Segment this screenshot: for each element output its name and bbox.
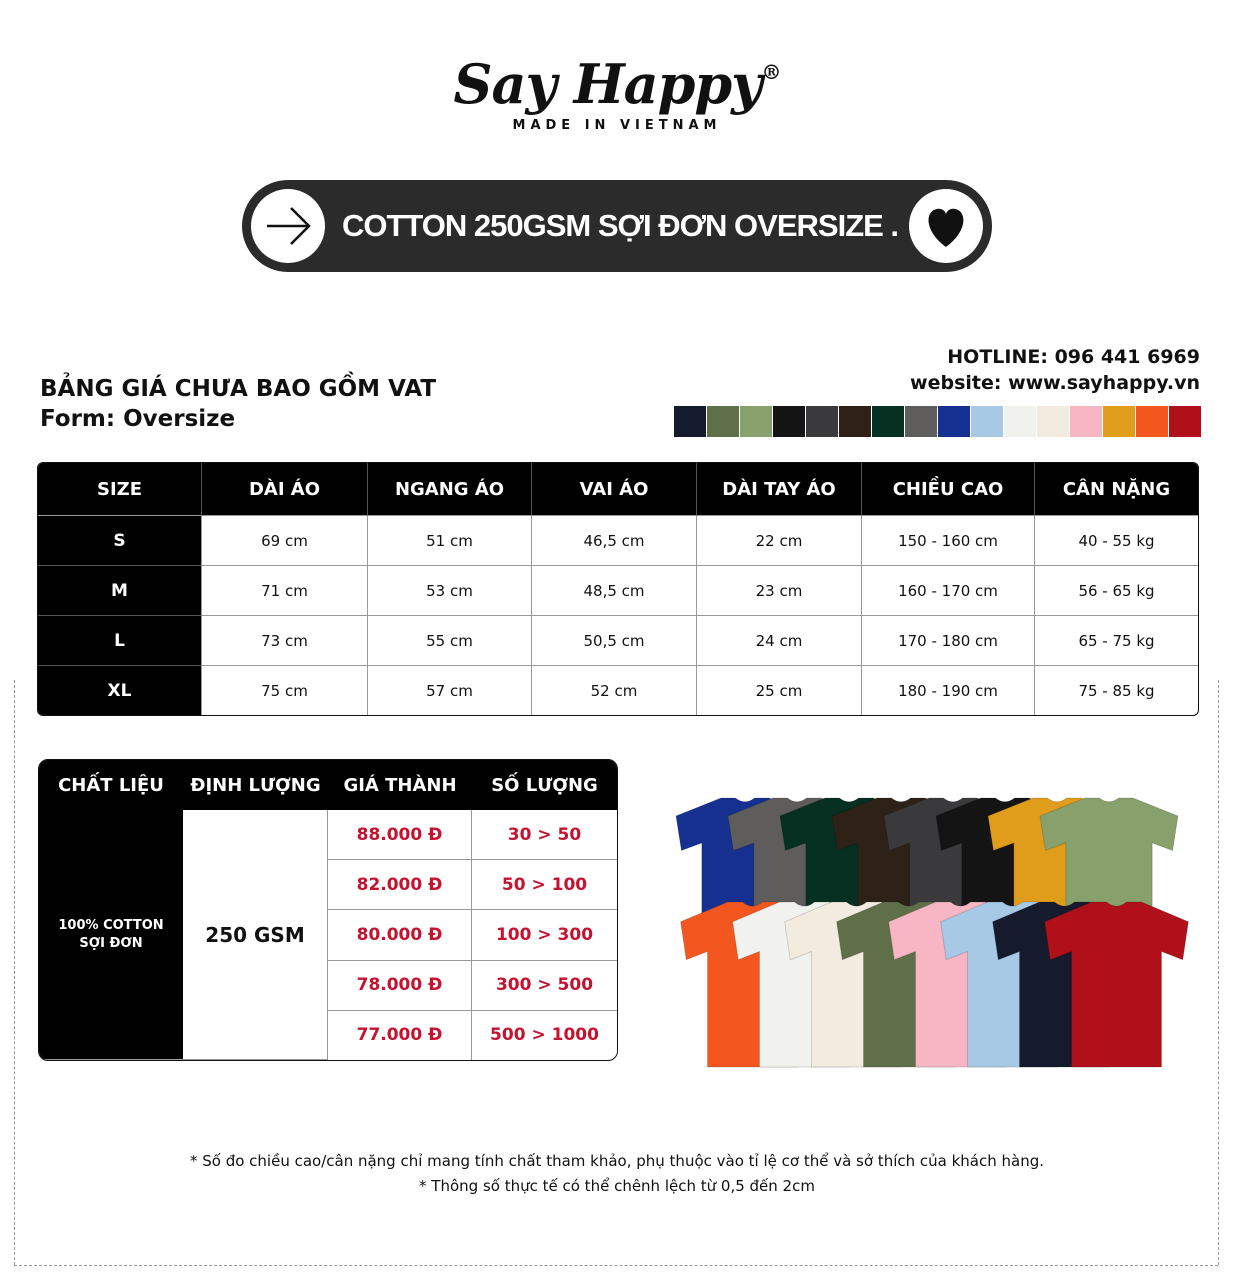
price-table: [38, 759, 618, 1061]
table-cell: 51 cm: [368, 516, 532, 566]
color-swatch: [1037, 406, 1069, 437]
header-size: SIZE: [38, 463, 202, 516]
note-measurement: * Số đo chiều cao/cân nặng chỉ mang tính chất tham khảo, phụ thuộc vào tỉ lệ cơ thể và sở thích của khách hàng.: [189, 1152, 1045, 1170]
quantity-cell: 300 > 500: [472, 961, 617, 1011]
header-shoulder: VAI ÁO: [532, 463, 697, 516]
header-price: GIÁ THÀNH: [328, 760, 472, 810]
color-swatch: [674, 406, 706, 437]
product-banner: [242, 180, 992, 272]
price-cell: 77.000 Đ: [328, 1011, 472, 1060]
color-swatch: [740, 406, 772, 437]
color-swatches: [674, 406, 1202, 437]
size-label: L: [38, 616, 202, 666]
header-width: NGANG ÁO: [368, 463, 532, 516]
material-line-2: SỢI ĐƠN: [79, 935, 143, 951]
header-height: CHIỀU CAO: [862, 463, 1035, 516]
table-cell: 22 cm: [697, 516, 862, 566]
table-cell: 57 cm: [368, 666, 532, 715]
table-cell: 69 cm: [202, 516, 368, 566]
header-weight: CÂN NẶNG: [1035, 463, 1198, 516]
price-cell: 88.000 Đ: [328, 810, 472, 860]
banner-title: COTTON 250GSM SỢI ĐƠN OVERSIZE .: [342, 208, 899, 243]
table-cell: 46,5 cm: [532, 516, 697, 566]
size-table: [37, 462, 1199, 716]
website-link[interactable]: website: www.sayhappy.vn: [910, 372, 1200, 394]
size-table-header: [38, 463, 1198, 516]
table-cell: 180 - 190 cm: [862, 666, 1035, 715]
heart-icon: [909, 189, 983, 263]
table-row: [38, 666, 1198, 715]
table-cell: 150 - 160 cm: [862, 516, 1035, 566]
table-row: [38, 516, 1198, 566]
frame-bottom-border: [14, 1265, 1218, 1266]
color-swatch: [1004, 406, 1036, 437]
color-swatch: [872, 406, 904, 437]
color-swatch: [971, 406, 1003, 437]
table-cell: 40 - 55 kg: [1035, 516, 1198, 566]
size-label: S: [38, 516, 202, 566]
header-length: DÀI ÁO: [202, 463, 368, 516]
form-label: Form: Oversize: [40, 406, 236, 432]
tshirt-colors-illustration: [655, 790, 1195, 1080]
size-label: XL: [38, 666, 202, 715]
color-swatch: [773, 406, 805, 437]
price-cell: 80.000 Đ: [328, 910, 472, 960]
price-cell: 82.000 Đ: [328, 860, 472, 910]
table-cell: 56 - 65 kg: [1035, 566, 1198, 616]
color-swatch: [1103, 406, 1135, 437]
table-cell: 160 - 170 cm: [862, 566, 1035, 616]
table-cell: 48,5 cm: [532, 566, 697, 616]
color-swatch: [905, 406, 937, 437]
header-gsm: ĐỊNH LƯỢNG: [183, 760, 328, 810]
quantity-cell: 50 > 100: [472, 860, 617, 910]
price-table-header: [39, 760, 617, 810]
brand-tagline: MADE IN VIETNAM: [512, 118, 722, 133]
table-cell: 25 cm: [697, 666, 862, 715]
table-cell: 53 cm: [368, 566, 532, 616]
table-cell: 65 - 75 kg: [1035, 616, 1198, 666]
table-row: [39, 810, 617, 860]
table-cell: 170 - 180 cm: [862, 616, 1035, 666]
color-swatch: [707, 406, 739, 437]
hotline: HOTLINE: 096 441 6969: [947, 346, 1200, 368]
color-swatch: [1070, 406, 1102, 437]
table-row: [38, 616, 1198, 666]
quantity-cell: 100 > 300: [472, 910, 617, 960]
table-cell: 71 cm: [202, 566, 368, 616]
color-swatch: [938, 406, 970, 437]
price-cell: 78.000 Đ: [328, 961, 472, 1011]
brand-name: Say Happy®: [453, 52, 781, 116]
weight-cell: 250 GSM: [183, 810, 328, 1060]
color-swatch: [1136, 406, 1168, 437]
header-material: CHẤT LIỆU: [39, 760, 183, 810]
arrow-right-icon: [251, 189, 325, 263]
table-cell: 73 cm: [202, 616, 368, 666]
material-line-1: 100% COTTON: [58, 917, 164, 933]
table-cell: 50,5 cm: [532, 616, 697, 666]
color-swatch: [1169, 406, 1201, 437]
price-table-title: BẢNG GIÁ CHƯA BAO GỒM VAT: [40, 376, 437, 402]
color-swatch: [806, 406, 838, 437]
brand-logo: [0, 52, 1234, 133]
table-row: [38, 566, 1198, 616]
table-cell: 75 - 85 kg: [1078, 681, 1155, 700]
material-cell: [39, 810, 183, 1060]
quantity-cell: 30 > 50: [472, 810, 617, 860]
table-cell: 24 cm: [697, 616, 862, 666]
table-cell: 55 cm: [368, 616, 532, 666]
note-tolerance: * Thông số thực tế có thể chênh lệch từ 0,5 đến 2cm: [419, 1177, 815, 1195]
table-cell: 75 cm: [202, 666, 368, 715]
table-cell: 52 cm: [532, 666, 697, 715]
quantity-cell: 500 > 1000: [490, 1025, 599, 1046]
size-label: M: [38, 566, 202, 616]
header-quantity: SỐ LƯỢNG: [472, 760, 617, 810]
header-sleeve: DÀI TAY ÁO: [697, 463, 862, 516]
color-swatch: [839, 406, 871, 437]
table-cell: 23 cm: [697, 566, 862, 616]
